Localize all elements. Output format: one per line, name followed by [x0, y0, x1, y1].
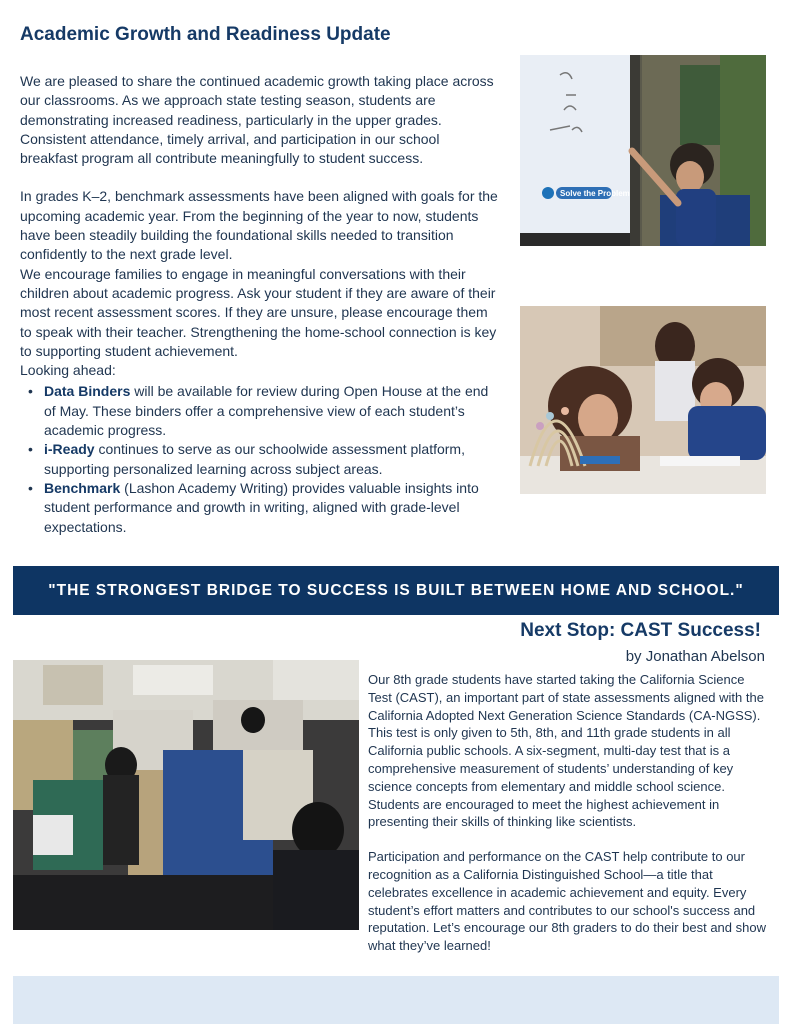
- section-title: Next Stop: CAST Success!: [520, 620, 761, 641]
- intro-paragraph-4: Looking ahead:: [20, 362, 116, 379]
- bullet-bold: Data Binders: [44, 383, 131, 400]
- bullet-bold: i-Ready: [44, 441, 95, 458]
- intro-paragraph-1: We are pleased to share the continued academic growth taking place across our classrooms. As we approach state testing season, students are demonstrating increased readiness, particularly in the upper grades. Consistent attendance, timely arrival, and participation in our school breakfast program all contribute meaningfully to student success.: [20, 73, 494, 167]
- bullet-icon: •: [28, 479, 33, 496]
- list-item: [20, 440, 500, 479]
- intro-section: [20, 72, 500, 537]
- cast-paragraph-2: Participation and performance on the CAST help contribute to our recognition as a California Distinguished School—a title that celebrates excellence in academic achievement and equity. Every student’s effort matters and contributes to our school's success and reputation. Let’s encourage our 8th graders to do their best and show what they’ve learned!: [368, 849, 766, 954]
- bullet-bold: Benchmark: [44, 479, 121, 496]
- list-item: [20, 479, 500, 537]
- classroom-desk-photo: [520, 306, 766, 494]
- intro-paragraph-3: We encourage families to engage in meaningful conversations with their children about academic progress. Ask your student if they are aware of their most recent assessment scores. If they are unsure, please encourage them to speak with their teacher. Strengthening the home-school connection is key to supporting student achievement.: [20, 265, 497, 359]
- bullet-icon: •: [28, 441, 33, 458]
- bullet-icon: •: [28, 383, 33, 400]
- byline: by Jonathan Abelson: [625, 648, 765, 665]
- list-item: [20, 382, 500, 440]
- bullet-text: will be available for review during Open House at the end of May. These binders offer a comprehensive view of each student’s academic progress.: [44, 383, 489, 439]
- quote-banner: [13, 566, 779, 615]
- testing-room-photo: [13, 660, 359, 930]
- quote-text: "THE STRONGEST BRIDGE TO SUCCESS IS BUILT BETWEEN HOME AND SCHOOL.": [48, 581, 744, 599]
- page-title: Academic Growth and Readiness Update: [20, 24, 391, 45]
- whiteboard-photo: [520, 55, 766, 246]
- cast-article: [368, 671, 768, 955]
- whiteboard-text: Solve the Problem: [560, 189, 630, 198]
- bullet-text: (Lashon Academy Writing) provides valuable insights into student performance and growth in writing, aligned with grade-level expectations.: [44, 479, 479, 535]
- cast-paragraph-1: Our 8th grade students have started taking the California Science Test (CAST), an important part of state assessments aligned with the California Adopted Next Generation Science Standards (CA-NGSS). This test is only given to 5th, 8th, and 11th grade students in all California public schools. A six-segment, multi-day test that is a comprehensive measurement of students’ understanding of key science concepts from elementary and middle school science. Students are encouraged to meet the highest achievement in presenting their skills of thinking like scientists.: [368, 672, 764, 830]
- bullet-text: continues to serve as our schoolwide assessment platform, supporting personalized learning across subject areas.: [44, 441, 465, 477]
- intro-paragraph-2: In grades K–2, benchmark assessments have been aligned with goals for the upcoming academic year. From the beginning of the year to now, students have been steadily building the foundational skills needed to transition confidently to the next grade level.: [20, 188, 498, 263]
- footer-band: [13, 976, 779, 1024]
- bullet-list: [20, 382, 500, 536]
